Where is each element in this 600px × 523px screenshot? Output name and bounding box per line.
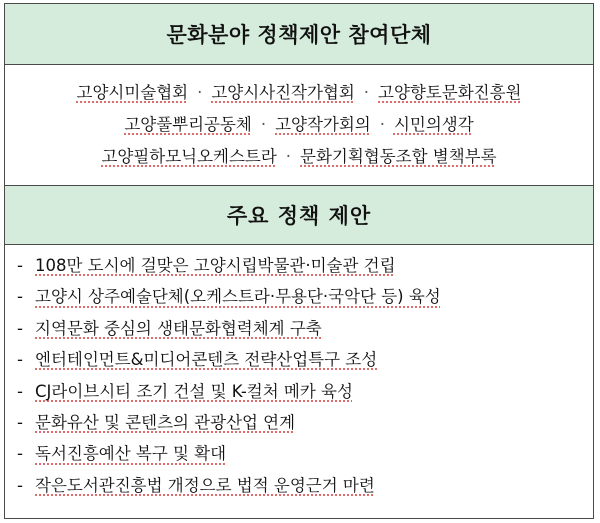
bullet-dash: - (17, 256, 23, 275)
org-separator: · (197, 83, 203, 102)
org-name: 시민의생각 (393, 115, 474, 134)
proposal-item (17, 313, 593, 344)
proposal-text: 지역문화 중심의 생태문화협력체계 구축 (35, 318, 322, 338)
proposal-item (17, 281, 593, 312)
proposal-list (5, 250, 593, 501)
org-separator: · (363, 83, 370, 102)
org-name: 고양시미술협회 (76, 83, 189, 102)
org-name: 고양필하모닉오케스트라 (101, 147, 277, 166)
org-separator: · (260, 115, 267, 134)
org-line (101, 143, 496, 171)
org-name: 고양시사진작가협회 (211, 83, 355, 102)
org-line (77, 79, 522, 107)
proposal-text: 고양시 상주예술단체(오케스트라·무용단·국악단 등) 육성 (35, 287, 441, 307)
proposal-item (17, 407, 593, 438)
proposal-item (17, 438, 593, 469)
org-line (124, 111, 473, 139)
proposal-item (17, 250, 593, 281)
proposal-text: 문화유산 및 콘텐츠의 관광산업 연계 (35, 412, 296, 432)
org-separator: · (285, 147, 292, 166)
org-name: 고양작가회의 (275, 115, 371, 134)
bullet-dash: - (17, 412, 23, 432)
bullet-dash: - (17, 381, 23, 401)
org-separator: · (379, 115, 385, 134)
bullet-dash: - (17, 287, 23, 307)
proposals-title: 주요 정책 제안 (226, 204, 372, 228)
proposal-text: 엔터테인먼트&미디어콘텐츠 전략산업특구 조성 (35, 350, 378, 370)
participants-header (5, 4, 593, 65)
bullet-dash: - (17, 475, 23, 495)
organization-list (5, 65, 593, 186)
proposal-item (17, 376, 593, 407)
proposal-item (17, 470, 593, 501)
policy-table (4, 3, 594, 519)
proposal-text: 108만 도시에 걸맞은 고양시립박물관·미술관 건립 (35, 256, 396, 275)
participants-title: 문화분야 정책제안 참여단체 (166, 23, 432, 47)
org-name: 문화기획협동조합 별책부록 (300, 147, 497, 166)
org-name: 고양풀뿌리공동체 (124, 115, 252, 134)
bullet-dash: - (17, 350, 23, 370)
bullet-dash: - (17, 318, 23, 338)
proposal-text: 독서진흥예산 복구 및 확대 (35, 444, 227, 464)
proposals-header (5, 186, 593, 245)
proposal-text: 작은도서관진흥법 개정으로 법적 운영근거 마련 (35, 475, 375, 495)
bullet-dash: - (17, 444, 23, 464)
proposal-item (17, 344, 593, 375)
org-name: 고양향토문화진흥원 (378, 83, 522, 102)
proposal-text: CJ라이브시티 조기 건설 및 K-컬처 메카 육성 (35, 381, 353, 401)
